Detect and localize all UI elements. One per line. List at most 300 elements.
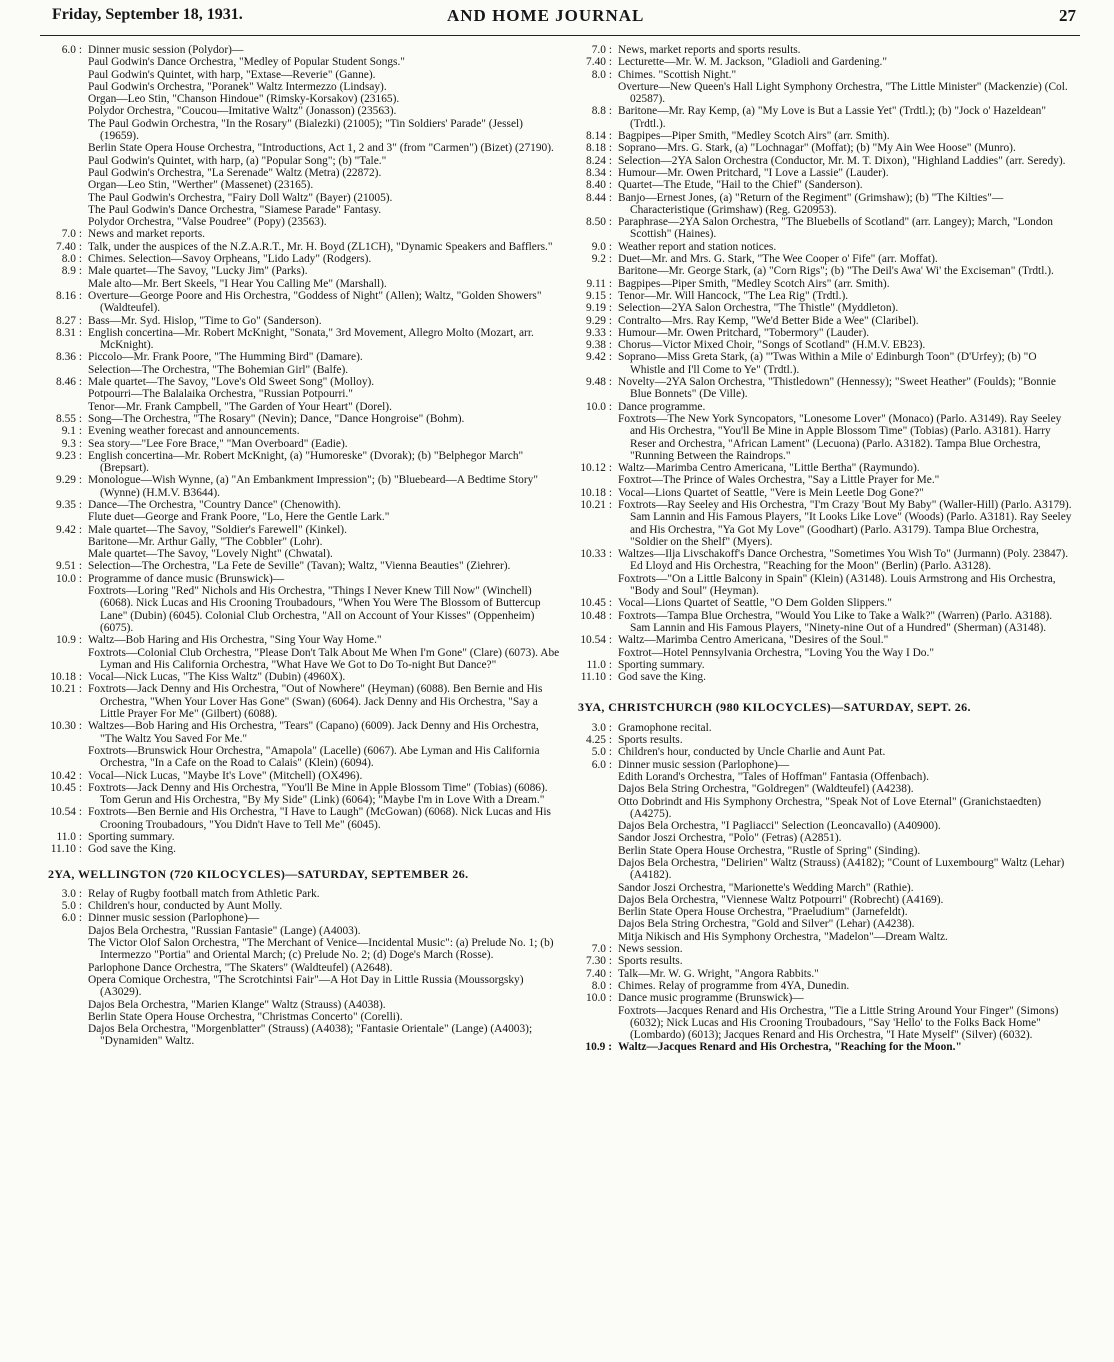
program-line: Vocal—Nick Lucas, "The Kiss Waltz" (Dubin) (4960X). xyxy=(88,671,346,684)
program-line: Selection—The Orchestra, "La Fete de Seville" (Tavan); Waltz, "Vienna Beauties" (Ziehrer). xyxy=(88,560,511,573)
program-entry xyxy=(574,130,1074,142)
program-text xyxy=(618,499,1074,548)
program-text xyxy=(88,888,562,900)
program-line: Foxtrot—Hotel Pennsylvania Orchestra, "Loving You the Way I Do." xyxy=(618,646,934,659)
program-time: 8.14 : xyxy=(586,130,612,143)
program-line: Overture—George Poore and His Orchestra, "Goddess of Night" (Allen); Waltz, "Golden Showers" (Waldteufel). xyxy=(88,289,542,315)
program-entry xyxy=(574,968,1074,980)
program-time: 9.29 : xyxy=(586,314,612,327)
program-line: Male quartet—The Savoy, "Soldier's Farewell" (Kinkel). xyxy=(88,523,347,536)
program-time: 8.0 : xyxy=(591,979,612,992)
program-line: Foxtrots—Loring "Red" Nichols and His Orchestra, "Things I Never Knew Till Now" (Winchell) (6068). Nick Lucas and His Crooning Troubadours, "When You Were The Blossom of Buttercup Lane" (Dubin) (6045). Colonial Club Orchestra, "All on Account of Your Kisses" (Oppenheim) (6075). xyxy=(88,585,541,634)
program-entry xyxy=(44,770,562,782)
program-text xyxy=(88,290,562,315)
program-line: Talk—Mr. W. G. Wright, "Angora Rabbits." xyxy=(618,967,819,980)
program-entry xyxy=(574,499,1074,548)
program-line: God save the King. xyxy=(618,671,706,684)
program-time: 9.38 : xyxy=(586,339,612,352)
program-time: 10.0 : xyxy=(56,572,82,585)
program-line: Potpourri—The Balalaika Orchestra, "Russian Potpourri." xyxy=(88,388,353,401)
program-line: Paul Godwin's Quintet, with harp, (a) "Popular Song"; (b) "Tale." xyxy=(88,154,387,167)
program-text xyxy=(618,179,1074,191)
program-line: Waltz—Bob Haring and His Orchestra, "Sing Your Way Home." xyxy=(88,634,382,647)
program-time: 8.9 : xyxy=(61,265,82,278)
program-line: Dajos Bela String Orchestra, "Gold and Silver" (Lehar) (A4238). xyxy=(618,918,915,931)
program-text xyxy=(618,216,1074,241)
program-line: Dinner music session (Polydor)— xyxy=(88,44,244,56)
program-time: 6.0 : xyxy=(61,44,82,56)
program-text xyxy=(618,167,1074,179)
program-time: 9.2 : xyxy=(591,253,612,266)
program-text xyxy=(88,831,562,843)
program-text xyxy=(618,327,1074,339)
program-text xyxy=(88,327,562,352)
program-line: Quartet—The Etude, "Hail to the Chief" (Sanderson). xyxy=(618,179,863,192)
program-entry xyxy=(44,376,562,413)
program-text xyxy=(618,759,1074,943)
program-text xyxy=(618,351,1074,376)
program-time: 7.40 : xyxy=(586,967,612,980)
program-line: Vocal—Lions Quartet of Seattle, "Vere is Mein Leetle Dog Gone?" xyxy=(618,486,924,499)
program-entry xyxy=(574,659,1074,671)
program-line: The Paul Godwin Orchestra, "In the Rosary" (Bialezki) (21005); "Tin Soldiers' Parade" (Jessel) (19659). xyxy=(88,117,523,143)
program-line: Sports results. xyxy=(618,955,683,968)
program-line: Monologue—Wish Wynne, (a) "An Embankment Impression"; (b) "Bluebeard—A Bedtime Story" (Wynne) (H.M.V. B3644). xyxy=(88,474,539,499)
program-time: 9.48 : xyxy=(586,376,612,389)
program-line: Sports results. xyxy=(618,734,683,747)
program-entry xyxy=(44,900,562,912)
program-text xyxy=(618,968,1074,980)
program-entry xyxy=(44,474,562,499)
program-time: 10.0 : xyxy=(586,992,612,1005)
program-time: 10.54 : xyxy=(50,806,82,819)
program-text xyxy=(618,943,1074,955)
program-text xyxy=(88,450,562,475)
program-line: Novelty—2YA Salon Orchestra, "Thistledown" (Hennessy); "Sweet Heather" (Foulds); "Bonnie Blue Bonnets" (De Ville). xyxy=(618,376,1056,401)
program-text xyxy=(618,290,1074,302)
program-entry xyxy=(44,831,562,843)
program-time: 9.51 : xyxy=(56,560,82,573)
program-text xyxy=(88,806,562,831)
program-line: Foxtrots—Tampa Blue Orchestra, "Would You Like to Take a Walk?" (Warren) (Parlo. A3188). Sam Lannin and His Famous Players, "Ninety-nine Out of a Hundred" (Sherman) (A3148). xyxy=(618,609,1053,634)
program-line: Piccolo—Mr. Frank Poore, "The Humming Bird" (Damare). xyxy=(88,351,363,364)
program-entry xyxy=(574,351,1074,376)
program-time: 8.18 : xyxy=(586,142,612,155)
program-entry xyxy=(574,155,1074,167)
program-time: 9.23 : xyxy=(56,449,82,462)
program-text xyxy=(618,487,1074,499)
program-entry xyxy=(44,351,562,376)
program-line: Talk, under the auspices of the N.Z.A.R.T., Mr. H. Boyd (ZL1CH), "Dynamic Speakers and Bafflers." xyxy=(88,240,553,253)
program-text xyxy=(618,659,1074,671)
program-line: Dance—The Orchestra, "Country Dance" (Chenowith). xyxy=(88,498,341,511)
program-line: Dajos Bela Orchestra, "Morgenblatter" (Strauss) (A4038); "Fantasie Orientale" (Lange) (A4003); "Dynamiden" Waltz. xyxy=(88,1023,533,1048)
program-time: 6.0 : xyxy=(61,912,82,925)
program-text xyxy=(88,843,562,855)
program-line: Dinner music session (Parlophone)— xyxy=(88,912,260,925)
program-entry xyxy=(44,290,562,315)
program-line: The Paul Godwin's Dance Orchestra, "Siamese Parade" Fantasy. xyxy=(88,203,382,216)
program-line: Opera Comique Orchestra, "The Scrotchintsi Fair"—A Hot Day in Little Russia (Moussorgsky) (A3029). xyxy=(88,973,524,999)
program-line: Paul Godwin's Orchestra, "La Serenade" Waltz (Metra) (22872). xyxy=(88,166,382,179)
program-entry xyxy=(44,438,562,450)
program-line: Male quartet—The Savoy, "Lucky Jim" (Parks). xyxy=(88,265,308,278)
program-time: 9.29 : xyxy=(56,474,82,487)
program-line: Dajos Bela Orchestra, "Delirien" Waltz (Strauss) (A4182); "Count of Luxembourg" Waltz (Lehar) (A4182). xyxy=(618,857,1065,882)
program-time: 8.50 : xyxy=(586,216,612,229)
program-text xyxy=(88,782,562,807)
program-time: 8.36 : xyxy=(56,351,82,364)
program-time: 8.27 : xyxy=(56,314,82,327)
program-entry xyxy=(574,401,1074,462)
program-time: 9.0 : xyxy=(591,240,612,253)
program-time: 8.31 : xyxy=(56,326,82,339)
program-line: News and market reports. xyxy=(88,228,206,241)
program-text xyxy=(618,105,1074,130)
program-line: Foxtrots—Colonial Club Orchestra, "Please Don't Talk About Me When I'm Gone" (Clare) (6073). Abe Lyman and His California Orchestra, "What Have We Got to Do To-night But Dance?" xyxy=(88,646,560,671)
program-time: 11.0 : xyxy=(586,658,612,671)
program-entry xyxy=(44,720,562,769)
program-text xyxy=(618,634,1074,659)
program-text xyxy=(618,722,1074,734)
program-line: Dinner music session (Parlophone)— xyxy=(618,758,790,771)
program-time: 10.0 : xyxy=(586,400,612,413)
program-line: Weather report and station notices. xyxy=(618,240,777,253)
program-entry xyxy=(44,327,562,352)
program-text xyxy=(618,548,1074,597)
program-text xyxy=(618,955,1074,967)
program-text xyxy=(88,44,562,228)
program-line: Lecturette—Mr. W. M. Jackson, "Gladioli and Gardening." xyxy=(618,56,888,69)
program-text xyxy=(88,241,562,253)
program-line: Dajos Bela Orchestra, "I Pagliacci" Selection (Leoncavallo) (A40900). xyxy=(618,820,941,833)
program-entry xyxy=(574,241,1074,253)
program-entry xyxy=(574,943,1074,955)
program-time: 9.33 : xyxy=(586,326,612,339)
program-time: 8.44 : xyxy=(586,191,612,204)
program-line: Paul Godwin's Dance Orchestra, "Medley of Popular Student Songs." xyxy=(88,56,405,69)
program-line: Polydor Orchestra, "Valse Poudree" (Popy) (23563). xyxy=(88,216,327,229)
program-entry xyxy=(44,425,562,437)
program-time: 10.48 : xyxy=(580,609,612,622)
program-text xyxy=(618,980,1074,992)
program-time: 3.0 : xyxy=(591,721,612,734)
program-line: Baritone—Mr. George Stark, (a) "Corn Rigs"; (b) "The Deil's Awa' Wi' the Exciseman" (Trdtl.). xyxy=(618,265,1054,278)
program-text xyxy=(88,376,562,413)
program-line: Male alto—Mr. Bert Skeels, "I Hear You Calling Me" (Marshall). xyxy=(88,277,387,290)
program-time: 11.0 : xyxy=(56,831,82,843)
program-text xyxy=(88,560,562,572)
program-line: Tenor—Mr. Frank Campbell, "The Garden of Your Heart" (Dorel). xyxy=(88,400,392,413)
program-entry xyxy=(574,610,1074,635)
program-line: Foxtrot—The Prince of Wales Orchestra, "Say a Little Prayer for Me." xyxy=(618,474,940,487)
program-line: Foxtrots—Jack Denny and His Orchestra, "Out of Nowhere" (Heyman) (6088). Ben Bernie and His Orchestra, "When Your Lover Has Gone" (Swan) (6064). Jack Denny and His Orchestra, "Say a Little Prayer For Me" (Gilbert) (6088). xyxy=(88,683,543,721)
program-entry xyxy=(44,499,562,524)
program-text xyxy=(88,720,562,769)
program-time: 11.10 : xyxy=(580,671,612,684)
program-line: Bagpipes—Piper Smith, "Medley Scotch Airs" (arr. Smith). xyxy=(618,130,890,143)
page-number: 27 xyxy=(1059,6,1076,25)
program-line: Berlin State Opera House Orchestra, "Introductions, Act 1, 2 and 3" (from "Carmen") (Bizet) (27190). xyxy=(88,142,554,155)
program-time: 4.25 : xyxy=(586,734,612,747)
program-entry xyxy=(44,806,562,831)
program-entry xyxy=(44,241,562,253)
program-time: 9.19 : xyxy=(586,302,612,315)
program-entry xyxy=(44,413,562,425)
program-line: Foxtrots—The New York Syncopators, "Lonesome Lover" (Monaco) (Parlo. A3149). Ray Seeley and His Orchestra, "You'll Be Mine in Apple Blossom Time" (Tobias) (Parlo. A3181). Harry Reser and Orchestra, "African Lament" (Lecuona) (Parlo. A3182). Tampa Blue Orchestra, "Running Between the Raindrops." xyxy=(618,412,1062,462)
program-text xyxy=(618,734,1074,746)
program-entry xyxy=(574,734,1074,746)
program-line: Humour—Mr. Owen Pritchard, "I Love a Lassie" (Lauder). xyxy=(618,166,889,179)
program-text xyxy=(618,155,1074,167)
program-line: Children's hour, conducted by Aunt Molly. xyxy=(88,900,283,913)
program-line: Chimes. Selection—Savoy Orpheans, "Lido Lady" (Rodgers). xyxy=(88,253,372,266)
program-entry xyxy=(44,315,562,327)
left-column xyxy=(44,44,562,1048)
header-rule xyxy=(40,35,1080,36)
program-line: Mitja Nikisch and His Symphony Orchestra, "Madelon"—Dream Waltz. xyxy=(618,930,948,943)
program-line: Vocal—Nick Lucas, "Maybe It's Love" (Mitchell) (OX496). xyxy=(88,769,363,782)
program-text xyxy=(618,278,1074,290)
program-time: 9.35 : xyxy=(56,498,82,511)
program-line: Dajos Bela Orchestra, "Russian Fantasie" (Lange) (A4003). xyxy=(88,924,361,937)
program-text xyxy=(618,315,1074,327)
program-text xyxy=(618,462,1074,487)
program-line: Foxtrots—"On a Little Balcony in Spain" (Klein) (A3148). Louis Armstrong and His Orchestra, "Body and Soul" (Heyman). xyxy=(618,572,1056,598)
program-time: 8.46 : xyxy=(56,376,82,389)
program-entry xyxy=(574,634,1074,659)
program-line: Berlin State Opera House Orchestra, "Christmas Concerto" (Corelli). xyxy=(88,1010,403,1023)
program-entry xyxy=(44,560,562,572)
program-entry xyxy=(574,315,1074,327)
program-entry xyxy=(574,1041,1074,1053)
program-line: Selection—2YA Salon Orchestra, "The Thistle" (Myddleton). xyxy=(618,302,899,315)
program-text xyxy=(618,253,1074,278)
program-line: English concertina—Mr. Robert McKnight, (a) "Humoreske" (Dvorak); (b) "Belphegor March" (Brepsart). xyxy=(88,449,524,475)
program-line: Foxtrots—Ben Bernie and His Orchestra, "I Have to Laugh" (McGowan) (6068). Nick Lucas and His Crooning Troubadours, "You Didn't Have to Tell Me" (6045). xyxy=(88,806,551,831)
program-line: Dajos Bela Orchestra, "Viennese Waltz Potpourri" (Robrecht) (A4169). xyxy=(618,893,944,906)
program-line: God save the King. xyxy=(88,843,176,856)
program-entry xyxy=(574,980,1074,992)
program-line: Paul Godwin's Quintet, with harp, "Extase—Reverie" (Ganne). xyxy=(88,68,376,81)
program-line: Paraphrase—2YA Salon Orchestra, "The Bluebells of Scotland" (arr. Langey); March, "London Scottish" (Haines). xyxy=(618,216,1053,241)
program-text xyxy=(88,900,562,912)
program-text xyxy=(88,912,562,1047)
program-text xyxy=(618,401,1074,462)
program-line: The Paul Godwin's Orchestra, "Fairy Doll Waltz" (Bayer) (21005). xyxy=(88,191,393,204)
program-time: 10.30 : xyxy=(50,720,82,733)
program-entry xyxy=(574,56,1074,68)
program-time: 3.0 : xyxy=(61,887,82,900)
program-text xyxy=(618,130,1074,142)
program-line: Organ—Leo Stin, "Chanson Hindoue" (Rimsky-Korsakov) (23165). xyxy=(88,93,400,106)
program-time: 10.21 : xyxy=(580,498,612,511)
program-time: 5.0 : xyxy=(591,746,612,759)
program-text xyxy=(618,376,1074,401)
program-time: 9.15 : xyxy=(586,289,612,302)
program-entry xyxy=(574,142,1074,154)
page-header xyxy=(52,6,1076,32)
program-line: Waltz—Marimba Centro Americana, "Desires of the Soul." xyxy=(618,634,889,647)
program-list-3ya xyxy=(574,722,1074,1054)
program-line: Chimes. Relay of programme from 4YA, Dunedin. xyxy=(618,979,850,992)
program-time: 5.0 : xyxy=(61,900,82,913)
program-line: Chorus—Victor Mixed Choir, "Songs of Scotland" (H.M.V. EB23). xyxy=(618,339,926,352)
program-line: Contralto—Mrs. Ray Kemp, "We'd Better Bide a Wee" (Claribel). xyxy=(618,314,919,327)
program-text xyxy=(88,671,562,683)
program-line: Dajos Bela String Orchestra, "Goldregen" (Waldteufel) (A4238). xyxy=(618,783,914,796)
section-heading-3ya: 3YA, CHRISTCHURCH (980 KILOCYCLES)—SATURDAY, SEPT. 26. xyxy=(578,700,971,715)
program-entry xyxy=(574,759,1074,943)
right-program-list xyxy=(574,44,1074,683)
program-time: 10.45 : xyxy=(580,597,612,610)
program-entry xyxy=(44,843,562,855)
program-line: Berlin State Opera House Orchestra, "Praeludium" (Jarnefeldt). xyxy=(618,906,908,919)
program-line: Paul Godwin's Orchestra, "Poranek" Waltz Intermezzo (Lindsay). xyxy=(88,80,387,93)
program-time: 8.16 : xyxy=(56,289,82,302)
program-line: The Victor Olof Salon Orchestra, "The Merchant of Venice—Incidental Music": (a) Prelude No. 1; (b) Intermezzo "Portia" and Oriental March; (c) Prelude No. 2; (d) Doge's March (Rosse). xyxy=(88,937,554,962)
program-line: Song—The Orchestra, "The Rosary" (Nevin); Dance, "Dance Hongroise" (Bohm). xyxy=(88,412,465,425)
program-entry xyxy=(44,44,562,228)
program-line: Foxtrots—Jacques Renard and His Orchestra, "Tie a Little String Around Your Finger" (Simons) (6032); Nick Lucas and His Crooning Troubadours, "Say 'Hello' to the Folks Back Home" (Lombardo) (6013); Jacques Renard and His Orchestra, "I Hate Myself" (Silver) (6032). xyxy=(618,1004,1059,1042)
section-heading-2ya: 2YA, WELLINGTON (720 KILOCYCLES)—SATURDAY, SEPTEMBER 26. xyxy=(48,866,469,881)
program-time: 8.0 : xyxy=(591,68,612,81)
program-line: Soprano—Mrs. G. Stark, (a) "Lochnagar" (Moffat); (b) "My Ain Wee Hoose" (Munro). xyxy=(618,142,1016,155)
program-time: 10.54 : xyxy=(580,634,612,647)
program-entry xyxy=(574,597,1074,609)
left-program-list xyxy=(44,44,562,856)
program-line: Gramophone recital. xyxy=(618,721,712,734)
program-time: 10.18 : xyxy=(580,486,612,499)
program-line: Selection—The Orchestra, "The Bohemian Girl" (Balfe). xyxy=(88,363,349,376)
program-line: Sporting summary. xyxy=(618,658,705,671)
program-text xyxy=(88,253,562,265)
program-text xyxy=(618,746,1074,758)
program-text xyxy=(618,241,1074,253)
program-time: 10.18 : xyxy=(50,671,82,684)
program-entry xyxy=(574,167,1074,179)
program-text xyxy=(618,142,1074,154)
program-text xyxy=(618,69,1074,106)
issue-date: Friday, September 18, 1931. xyxy=(52,6,243,23)
program-line: Soprano—Miss Greta Stark, (a) "'Twas Within a Mile o' Edinburgh Toon" (D'Urfey); (b) "O Whistle and I'll Come to Ye" (Trdtl.). xyxy=(618,351,1037,376)
program-text xyxy=(88,573,562,634)
program-line: Polydor Orchestra, "Coucou—Imitative Waltz" (Jonasson) (23563). xyxy=(88,105,397,118)
program-entry xyxy=(574,105,1074,130)
program-line: Male quartet—The Savoy, "Lovely Night" (Chwatal). xyxy=(88,548,333,561)
program-entry xyxy=(574,722,1074,734)
program-time: 7.0 : xyxy=(591,44,612,56)
program-text xyxy=(88,524,562,561)
program-entry xyxy=(44,782,562,807)
program-text xyxy=(88,474,562,499)
program-entry xyxy=(574,955,1074,967)
program-text xyxy=(618,671,1074,683)
program-entry xyxy=(574,487,1074,499)
program-text xyxy=(618,44,1074,56)
program-time: 10.9 : xyxy=(56,634,82,647)
program-time: 7.40 : xyxy=(586,56,612,69)
program-time: 9.3 : xyxy=(61,437,82,450)
program-entry xyxy=(574,290,1074,302)
program-text xyxy=(618,992,1074,1041)
program-entry xyxy=(574,462,1074,487)
program-line: Tenor—Mr. Will Hancock, "The Lea Rig" (Trdtl.). xyxy=(618,289,849,302)
program-time: 10.45 : xyxy=(50,781,82,794)
program-entry xyxy=(44,634,562,671)
program-line: News session. xyxy=(618,943,683,956)
program-text xyxy=(88,265,562,290)
program-text xyxy=(88,683,562,720)
program-line: Waltz—Marimba Centro Americana, "Little Bertha" (Raymundo). xyxy=(618,462,920,475)
program-entry xyxy=(44,450,562,475)
program-line: Children's hour, conducted by Uncle Charlie and Aunt Pat. xyxy=(618,746,886,759)
program-text xyxy=(618,192,1074,217)
program-text xyxy=(618,56,1074,68)
program-entry xyxy=(574,992,1074,1041)
program-entry xyxy=(574,548,1074,597)
program-line: Humour—Mr. Owen Pritchard, "Tobermory" (Lauder). xyxy=(618,326,870,339)
program-text xyxy=(88,228,562,240)
program-line: Duet—Mr. and Mrs. G. Stark, "The Wee Cooper o' Fife" (arr. Moffat). xyxy=(618,253,938,266)
program-line: Dajos Bela Orchestra, "Marien Klange" Waltz (Strauss) (A4038). xyxy=(88,998,386,1011)
program-time: 7.30 : xyxy=(586,955,612,968)
program-time: 8.40 : xyxy=(586,179,612,192)
program-list-2ya xyxy=(44,888,562,1048)
program-line: Baritone—Mr. Ray Kemp, (a) "My Love is But a Lassie Yet" (Trdtl.); (b) "Jock o' Hazeldean" (Trdtl.). xyxy=(618,105,1047,130)
program-line: Sea story—"Lee Fore Brace," "Man Overboard" (Eadie). xyxy=(88,437,348,450)
program-line: Relay of Rugby football match from Athletic Park. xyxy=(88,887,320,900)
program-time: 10.42 : xyxy=(50,769,82,782)
program-line: Waltzes—Bob Haring and His Orchestra, "Tears" (Capano) (6009). Jack Denny and His Orchestra, "The Waltz You Saved For Me." xyxy=(88,720,539,745)
program-time: 8.0 : xyxy=(61,253,82,266)
program-time: 10.21 : xyxy=(50,683,82,696)
program-entry xyxy=(574,44,1074,56)
program-time: 8.8 : xyxy=(591,105,612,118)
program-entry xyxy=(574,253,1074,278)
program-line: Edith Lorand's Orchestra, "Tales of Hoffman" Fantasia (Offenbach). xyxy=(618,770,929,783)
program-entry xyxy=(574,278,1074,290)
program-entry xyxy=(44,683,562,720)
program-entry xyxy=(574,376,1074,401)
program-text xyxy=(88,425,562,437)
program-line: Foxtrots—Jack Denny and His Orchestra, "You'll Be Mine in Apple Blossom Time" (Tobias) (6086). Tom Gerun and His Orchestra, "By My Side" (Link) (6064); "Maybe I'm in Love With a Dream." xyxy=(88,781,548,807)
program-time: 7.40 : xyxy=(56,240,82,253)
program-entry xyxy=(574,671,1074,683)
program-line: Banjo—Ernest Jones, (a) "Return of the Regiment" (Grimshaw); (b) "The Kilties"—Characteristique (Grimshaw) (Reg. G20953). xyxy=(618,191,1004,216)
program-line: Sandor Joszi Orchestra, "Marionette's Wedding March" (Rathie). xyxy=(618,881,914,894)
program-entry xyxy=(574,339,1074,351)
program-entry xyxy=(574,302,1074,314)
program-line: English concertina—Mr. Robert McKnight, "Sonata," 3rd Movement, Allegro Molto (Mozart, arr. McKnight). xyxy=(88,326,534,352)
program-line: Bagpipes—Piper Smith, "Medley Scotch Airs" (arr. Smith). xyxy=(618,277,890,290)
program-text xyxy=(618,597,1074,609)
program-line: Sporting summary. xyxy=(88,831,175,843)
program-entry xyxy=(44,888,562,900)
program-text xyxy=(88,770,562,782)
program-line: Otto Dobrindt and His Symphony Orchestra, "Speak Not of Love Eternal" (Granichstaedten) (A4275). xyxy=(618,795,1042,820)
program-entry xyxy=(44,912,562,1047)
program-time: 8.55 : xyxy=(56,412,82,425)
program-time: 9.11 : xyxy=(586,277,612,290)
program-line: Organ—Leo Stin, "Werther" (Massenet) (23165). xyxy=(88,179,314,192)
program-text xyxy=(88,351,562,376)
program-line: Dance programme. xyxy=(618,400,706,413)
program-time: 7.0 : xyxy=(591,943,612,956)
program-line: Bass—Mr. Syd. Hislop, "Time to Go" (Sanderson). xyxy=(88,314,322,327)
program-line: Evening weather forecast and announcements. xyxy=(88,425,300,438)
program-text xyxy=(88,438,562,450)
